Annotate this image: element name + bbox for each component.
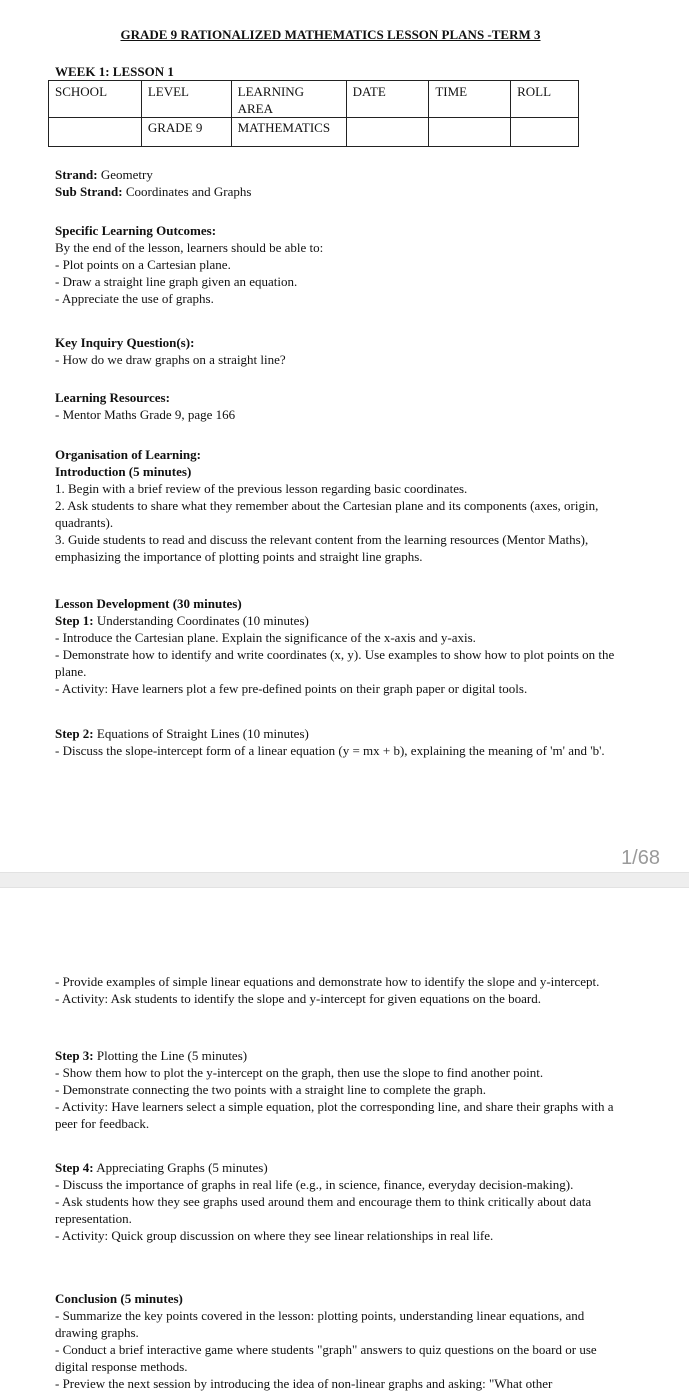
step-title: Understanding Coordinates (10 minutes) — [96, 613, 309, 628]
substrand-label: Sub Strand: — [55, 184, 123, 199]
step-title: Appreciating Graphs (5 minutes) — [96, 1160, 268, 1175]
organisation-heading: Organisation of Learning: — [55, 447, 201, 462]
list-item: - Activity: Quick group discussion on where they see linear relationships in real life. — [55, 1228, 494, 1243]
list-item: - Demonstrate connecting the two points with a straight line to complete the graph. — [55, 1082, 487, 1097]
substrand-value: Coordinates and Graphs — [125, 184, 252, 199]
resources-heading: Learning Resources: — [55, 390, 170, 405]
table-cell-roll — [511, 118, 579, 147]
list-item: - Provide examples of simple linear equations and demonstrate how to identify the slope and y-intercept. — [55, 974, 600, 989]
list-item: - Appreciate the use of graphs. — [55, 291, 214, 306]
step-label: Step 2: — [55, 726, 94, 741]
conclusion-section — [55, 1290, 615, 1391]
step-2-heading — [55, 725, 615, 742]
step-label: Step 1: — [55, 613, 94, 628]
list-item: - Activity: Have learners plot a few pre-defined points on their graph paper or digital tools. — [55, 681, 528, 696]
list-item: - Draw a straight line graph given an equation. — [55, 274, 298, 289]
list-item: - Preview the next session by introducing the idea of non-linear graphs and asking: "What other — [55, 1376, 553, 1391]
list-item: - Activity: Have learners select a simple equation, plot the corresponding line, and share their graphs with a peer for feedback. — [55, 1099, 614, 1131]
list-item: - Discuss the importance of graphs in real life (e.g., in science, finance, everyday decision-making). — [55, 1177, 574, 1192]
substrand-line — [55, 183, 615, 200]
resources-section — [55, 389, 615, 423]
step-label: Step 4: — [55, 1160, 94, 1175]
page-separator — [0, 872, 689, 888]
organisation-section — [55, 446, 615, 565]
step-1-heading — [55, 612, 615, 629]
list-item: - Summarize the key points covered in the lesson: plotting points, understanding linear equations, and drawing graphs. — [55, 1308, 585, 1340]
list-item: - Discuss the slope-intercept form of a linear equation (y = mx + b), explaining the meaning of 'm' and 'b'. — [55, 743, 605, 758]
table-cell-school — [49, 118, 142, 147]
list-item: - Plot points on a Cartesian plane. — [55, 257, 231, 272]
table-header-school: SCHOOL — [49, 81, 142, 118]
table-header-time: TIME — [429, 81, 511, 118]
lesson-development-section — [55, 595, 615, 697]
inquiry-question-heading: Key Inquiry Question(s): — [55, 335, 195, 350]
list-item: - Mentor Maths Grade 9, page 166 — [55, 407, 236, 422]
table-header-roll: ROLL — [511, 81, 579, 118]
introduction-heading: Introduction (5 minutes) — [55, 464, 192, 479]
list-item: - Demonstrate how to identify and write coordinates (x, y). Use examples to show how to plot points on the plane. — [55, 647, 615, 679]
table-cell-time — [429, 118, 511, 147]
table-cell-level: GRADE 9 — [141, 118, 231, 147]
table-cell-date — [346, 118, 429, 147]
document-page-2 — [0, 888, 689, 1391]
strand-value: Geometry — [100, 167, 153, 182]
strand-section — [55, 166, 615, 200]
inquiry-question-section — [55, 334, 615, 368]
strand-label: Strand: — [55, 167, 98, 182]
lesson-development-heading: Lesson Development (30 minutes) — [55, 596, 242, 611]
list-item: 2. Ask students to share what they remember about the Cartesian plane and its components (axes, origin, quadrants). — [55, 498, 599, 530]
list-item: - Introduce the Cartesian plane. Explain the significance of the x-axis and y-axis. — [55, 630, 476, 645]
page-indicator: 1/68 — [621, 847, 660, 869]
table-header-level: LEVEL — [141, 81, 231, 118]
table-header-learning-area: LEARNING AREA — [231, 81, 346, 118]
step-4-section — [55, 1159, 615, 1244]
strand-line — [55, 166, 615, 183]
lesson-heading: WEEK 1: LESSON 1 — [55, 64, 174, 79]
list-item: - How do we draw graphs on a straight line? — [55, 352, 286, 367]
table-header-date: DATE — [346, 81, 429, 118]
step-3-heading — [55, 1047, 615, 1064]
table-cell-learning-area: MATHEMATICS — [231, 118, 346, 147]
step-title: Plotting the Line (5 minutes) — [96, 1048, 248, 1063]
list-item: - Ask students how they see graphs used around them and encourage them to think critically about data representation. — [55, 1194, 592, 1226]
step-title: Equations of Straight Lines (10 minutes) — [96, 726, 309, 741]
conclusion-heading: Conclusion (5 minutes) — [55, 1291, 183, 1306]
list-item: By the end of the lesson, learners should be able to: — [55, 240, 324, 255]
list-item: 1. Begin with a brief review of the previous lesson regarding basic coordinates. — [55, 481, 468, 496]
list-item: - Activity: Ask students to identify the slope and y-intercept for given equations on the board. — [55, 991, 541, 1006]
step-2-section — [55, 725, 615, 759]
learning-outcomes-section — [55, 222, 615, 307]
list-item: - Conduct a brief interactive game where students "graph" answers to quiz questions on the board or use digital response methods. — [55, 1342, 597, 1374]
learning-outcomes-heading: Specific Learning Outcomes: — [55, 223, 217, 238]
step-label: Step 3: — [55, 1048, 94, 1063]
step-3-section — [55, 1047, 615, 1132]
lesson-info-table — [48, 80, 579, 147]
list-item: 3. Guide students to read and discuss the relevant content from the learning resources (Mentor Maths), emphasizing the importance of plotting points and straight line graphs. — [55, 532, 589, 564]
document-title: GRADE 9 RATIONALIZED MATHEMATICS LESSON PLANS -TERM 3 — [120, 27, 541, 42]
step-2-continued — [55, 973, 615, 1007]
step-4-heading — [55, 1159, 615, 1176]
list-item: - Show them how to plot the y-intercept on the graph, then use the slope to find another point. — [55, 1065, 544, 1080]
